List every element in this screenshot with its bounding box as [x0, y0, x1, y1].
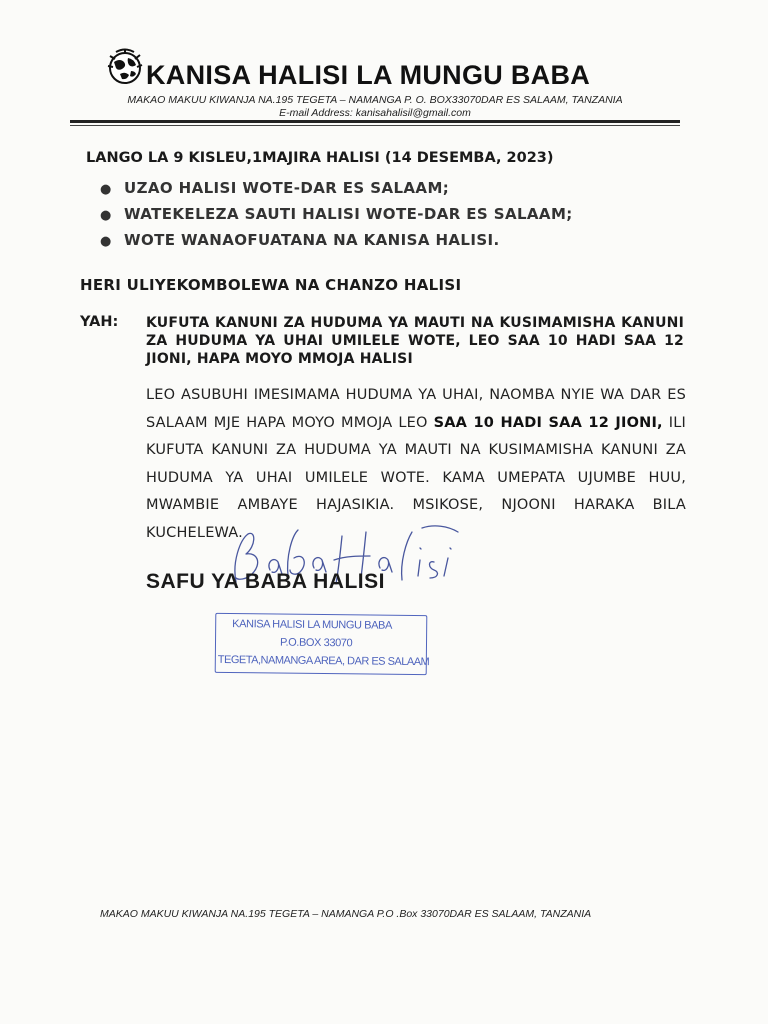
- date-line: LANGO LA 9 KISLEU,1MAJIRA HALISI (14 DESEMBA, 2023): [86, 150, 554, 166]
- message-time-highlight: SAA 10 HADI SAA 12 JIONI,: [433, 414, 663, 431]
- header-divider-thin: [70, 125, 680, 126]
- recipient-text: WOTE WANAOFUATANA NA KANISA HALISI.: [124, 231, 500, 249]
- signatory-title: SAFU YA BABA HALISI: [146, 570, 385, 593]
- message-text-part2: ILI KUFUTA KANUNI ZA HUDUMA YA MAUTI NA KUSIMAMISHA KANUNI ZA HUDUMA YA UHAI UMILELE WOTE. KAMA UMEPATA UJUMBE HUU, MWAMBIE AMBAYE HAJASIKIA. MSIKOSE, NJOONI HARAKA BILA KUCHELEWA.: [146, 414, 686, 541]
- stamp-church-name: KANISA HALISI LA MUNGU BABA: [232, 618, 393, 632]
- globe-emblem-icon: [104, 46, 146, 88]
- bullet-icon: ●: [100, 182, 112, 197]
- subject-label: YAH:: [80, 314, 119, 330]
- recipients-list: [100, 176, 573, 254]
- recipient-item: [100, 228, 573, 254]
- header-divider: [70, 120, 680, 123]
- stamp-location: TEGETA,NAMANGA AREA, DAR ES SALAAM: [217, 653, 430, 669]
- subject-text: KUFUTA KANUNI ZA HUDUMA YA MAUTI NA KUSIMAMISHA KANUNI ZA HUDUMA YA UHAI UMILELE WOTE, LEO SAA 10 HADI SAA 12 JIONI, HAPA MOYO MMOJA HALISI: [146, 315, 684, 367]
- recipient-text: UZAO HALISI WOTE-DAR ES SALAAM;: [124, 179, 450, 197]
- bullet-icon: ●: [100, 208, 112, 223]
- header-email: E-mail Address: kanisahalisil@gmail.com: [279, 107, 471, 119]
- footer-address: MAKAO MAKUU KIWANJA NA.195 TEGETA – NAMANGA P.O .Box 33070DAR ES SALAAM, TANZANIA: [100, 908, 592, 920]
- recipient-item: [100, 176, 573, 202]
- official-stamp: [215, 613, 428, 675]
- recipient-text: WATEKELEZA SAUTI HALISI WOTE-DAR ES SALAAM;: [124, 205, 573, 223]
- recipient-item: [100, 202, 573, 228]
- church-name: KANISA HALISI LA MUNGU BABA: [146, 60, 591, 90]
- message-text-part1: LEO ASUBUHI IMESIMAMA HUDUMA YA UHAI, NAOMBA NYIE WA DAR ES SALAAM MJE HAPA MOYO MMOJA LEO: [146, 387, 686, 431]
- stamp-po-box: P.O.BOX 33070: [279, 636, 353, 650]
- bullet-icon: ●: [100, 234, 112, 249]
- greeting: HERI ULIYEKOMBOLEWA NA CHANZO HALISI: [80, 276, 462, 294]
- header-address: MAKAO MAKUU KIWANJA NA.195 TEGETA – NAMANGA P. O. BOX33070DAR ES SALAAM, TANZANIA: [127, 94, 623, 106]
